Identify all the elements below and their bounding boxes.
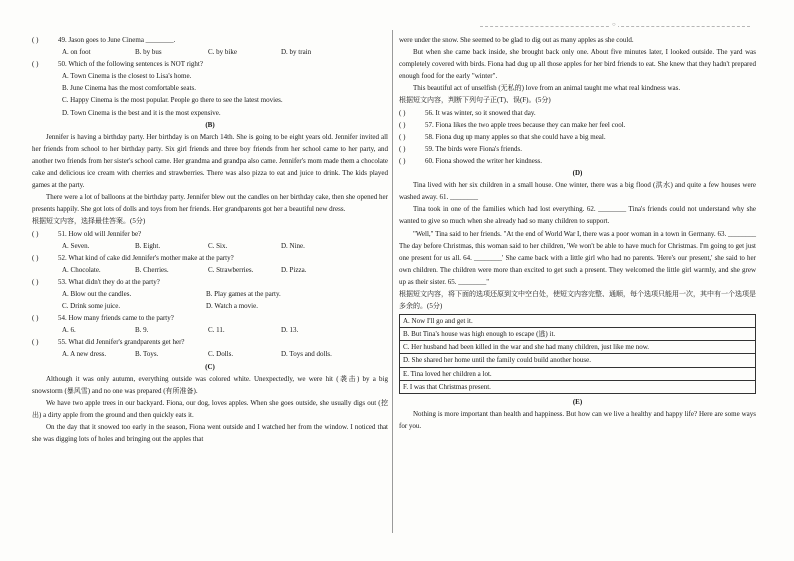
option-d: D. Watch a movie. <box>206 302 258 311</box>
answer-paren[interactable]: ( ) <box>399 108 406 117</box>
statement: 57. Fiona likes the two apple trees because they can make her feel cool. <box>425 120 626 129</box>
option-b: B. Toys. <box>135 350 159 359</box>
question-stem: 53. What didn't they do at the party? <box>58 277 160 286</box>
option-a: A. A new dress. <box>62 350 107 359</box>
option-c: C. Dolls. <box>208 350 234 359</box>
passage-d-paragraph-2: Tina took in one of the families which had lost everything. 62. ________ Tina's friends could not understand why she wanted to give so much when she already had so many children to support. <box>399 205 756 226</box>
passage-c-continued-2: But when she came back inside, she brought back only one. About five minutes later, I looked outside. The yard was completely covered with birds. Fiona had dug up all those apples for her bird friends to eat. She knew that they hadn't prepared enough food for the early "winter". <box>399 48 756 81</box>
option-b: B. 9. <box>135 326 149 335</box>
q51-options <box>32 240 388 252</box>
question-56 <box>399 107 756 119</box>
answer-paren[interactable]: ( ) <box>399 144 406 153</box>
section-c-heading: (C) <box>205 362 215 371</box>
passage-c-continued-1: were under the snow. She seemed to be glad to dig out as many apples as she could. <box>399 36 634 44</box>
q53-options-row-2 <box>32 300 388 312</box>
question-stem: 55. What did Jennifer's grandparents get her? <box>58 338 185 347</box>
section-b-instruction: 根据短文内容，选择最佳答案。(5分) <box>32 217 146 226</box>
question-52 <box>32 252 388 264</box>
question-58 <box>399 131 756 143</box>
option-a: A. on foot <box>62 48 91 57</box>
option-d: D. Toys and dolls. <box>281 350 332 359</box>
option-a: A. Chocolate. <box>62 265 101 274</box>
option-b: B. June Cinema has the most comfortable seats. <box>62 84 196 93</box>
option-c: C. Strawberries. <box>208 265 254 274</box>
section-d-heading: (D) <box>572 169 583 178</box>
option-c: C. by bike <box>208 48 237 57</box>
circle-mark-icon: ○ <box>612 22 616 28</box>
passage-c-continued-3: This beautiful act of unselfish (无私的) love from an animal taught me what real kindness was. <box>413 84 681 93</box>
passage-b-paragraph-1: Jennifer is having a birthday party. Her birthday is on March 14th. She is going to be eight years old. Jennifer invited all her friends from school to her birthday party. Six girl friends and three boy friends from her school came to her party, and another two friends from her sister's school came. Her grandma and grandpa also came. Jennifer's mom made them a chocolate cake and delicious ice cream with cherries and strawberries. There was also pizza to eat and juice to drink. The kids played games at the party. <box>32 132 388 190</box>
option-b: B. Eight. <box>135 241 161 250</box>
question-55 <box>32 336 388 348</box>
option-a: A. Now I'll go and get it. <box>400 315 755 328</box>
passage-d-paragraph-1: Tina lived with her six children in a small house. One winter, there was a big flood (洪水) and quite a few houses were washed away. 61. ________ <box>399 181 756 202</box>
answer-paren[interactable]: ( ) <box>32 277 39 286</box>
options-box <box>399 314 756 394</box>
answer-paren[interactable]: ( ) <box>32 314 39 323</box>
statement: 56. It was winter, so it snowed that day. <box>425 108 536 117</box>
option-d: D. Town Cinema is the best and it is the most expensive. <box>62 108 221 117</box>
question-stem: 54. How many friends came to the party? <box>58 314 174 323</box>
q49-options <box>32 46 388 58</box>
q53-options-row-1 <box>32 288 388 300</box>
answer-paren[interactable]: ( ) <box>399 120 406 129</box>
option-d: D. 13. <box>281 326 299 335</box>
statement: 60. Fiona showed the writer her kindness. <box>425 156 543 165</box>
question-54 <box>32 312 388 324</box>
option-d: D. by train <box>281 48 312 57</box>
top-dashed-mark <box>480 22 750 28</box>
option-c: C. 11. <box>208 326 225 335</box>
option-f: F. I was that Christmas present. <box>403 382 491 391</box>
section-e-heading: (E) <box>572 397 583 406</box>
answer-paren[interactable]: ( ) <box>32 60 39 69</box>
option-d: D. She shared her home until the family could build another house. <box>400 354 755 367</box>
answer-paren[interactable]: ( ) <box>32 229 39 238</box>
question-53 <box>32 276 388 288</box>
question-stem: 52. What kind of cake did Jennifer's mother make at the party? <box>58 253 234 262</box>
option-b: B. by bus <box>135 48 162 57</box>
right-column <box>399 34 756 432</box>
passage-e-paragraph-1: Nothing is more important than health and happiness. But how can we live a healthy and happy life? Here are some ways for you. <box>399 409 756 430</box>
option-c: C. Happy Cinema is the most popular. People go there to see the latest movies. <box>62 96 283 105</box>
option-c: C. Her husband had been killed in the war and she had many children, just like me now. <box>400 341 755 354</box>
option-a: A. Town Cinema is the closest to Lisa's home. <box>62 72 192 81</box>
option-a: A. 6. <box>62 326 76 335</box>
option-a: A. Blow out the candles. <box>62 289 132 298</box>
question-50 <box>32 58 388 70</box>
passage-c-paragraph-2: We have two apple trees in our backyard. Fiona, our dog, loves apples. When she goes outside, she usually digs out (挖出) a dirty apple from the ground and then quickly eats it. <box>32 398 388 419</box>
passage-c-paragraph-3: On the day that it snowed too early in the season, Fiona went outside and I watched her from the window. I noticed that she was digging lots of holes and bringing out the apples that <box>32 423 388 444</box>
question-49 <box>32 34 388 46</box>
statement: 58. Fiona dug up many apples so that she could have a big meal. <box>425 132 606 141</box>
passage-c-paragraph-1: Although it was only autumn, everything outside was colored white. Unexpectedly, we were hit (袭击) by a big snowstorm (暴风雪) and no one was prepared (有所准备). <box>32 374 388 395</box>
option-c: C. Six. <box>208 241 228 250</box>
section-c-instruction: 根据短文内容，判断下列句子正(T)、误(F)。(5分) <box>399 96 551 105</box>
option-d: D. Nine. <box>281 241 305 250</box>
option-d: D. Pizza. <box>281 265 307 274</box>
option-b: B. But Tina's house was high enough to escape (逃) it. <box>400 328 755 341</box>
statement: 59. The birds were Fiona's friends. <box>425 144 522 153</box>
q54-options <box>32 324 388 336</box>
question-59 <box>399 143 756 155</box>
option-b: B. Play games at the party. <box>206 289 281 298</box>
answer-paren[interactable]: ( ) <box>399 132 406 141</box>
column-divider <box>392 30 393 533</box>
answer-paren[interactable]: ( ) <box>32 36 39 44</box>
question-57 <box>399 119 756 131</box>
left-column <box>32 34 388 445</box>
question-60 <box>399 155 756 167</box>
answer-paren[interactable]: ( ) <box>399 156 406 165</box>
answer-paren[interactable]: ( ) <box>32 338 39 347</box>
section-b-heading: (B) <box>205 120 215 129</box>
question-51 <box>32 228 388 240</box>
passage-d-paragraph-3: "Well," Tina said to her friends. "At the end of World War I, there was a poor woman in a town in Germany. 63. ________ The day before Christmas, this woman said to her children, 'We won't be able to have much for Christmas. I'm going to get just one present for us all. 64. ________' She came back with a little girl who had no parents. 'Here's our present,' she said to her own children. The children were more than excited to get such a present. They welcomed the little girl warmly, and she grew up as their sister. 65. ________" <box>399 229 756 286</box>
option-a: A. Seven. <box>62 241 90 250</box>
option-c: C. Drink some juice. <box>62 302 121 311</box>
q55-options <box>32 348 388 360</box>
passage-b-paragraph-2: There were a lot of balloons at the birthday party. Jennifer blew out the candles on her birthday cake, then she opened her presents happily. She got lots of dolls and toys from her friends. Her grandparents got her a beautiful new dress. <box>32 193 388 214</box>
answer-paren[interactable]: ( ) <box>32 253 39 262</box>
question-stem: 49. Jason goes to June Cinema ________. <box>58 36 176 44</box>
question-stem: 51. How old will Jennifer be? <box>58 229 142 238</box>
question-stem: 50. Which of the following sentences is NOT right? <box>58 60 203 69</box>
option-e: E. Tina loved her children a lot. <box>400 368 755 381</box>
option-b: B. Cherries. <box>135 265 169 274</box>
section-d-instruction: 根据短文内容，将下面的选项还原到文中空白处，使短文内容完整、通顺，每个选项只能用一次，其中有一个选项是多余的。(5分) <box>399 289 756 311</box>
q52-options <box>32 264 388 276</box>
